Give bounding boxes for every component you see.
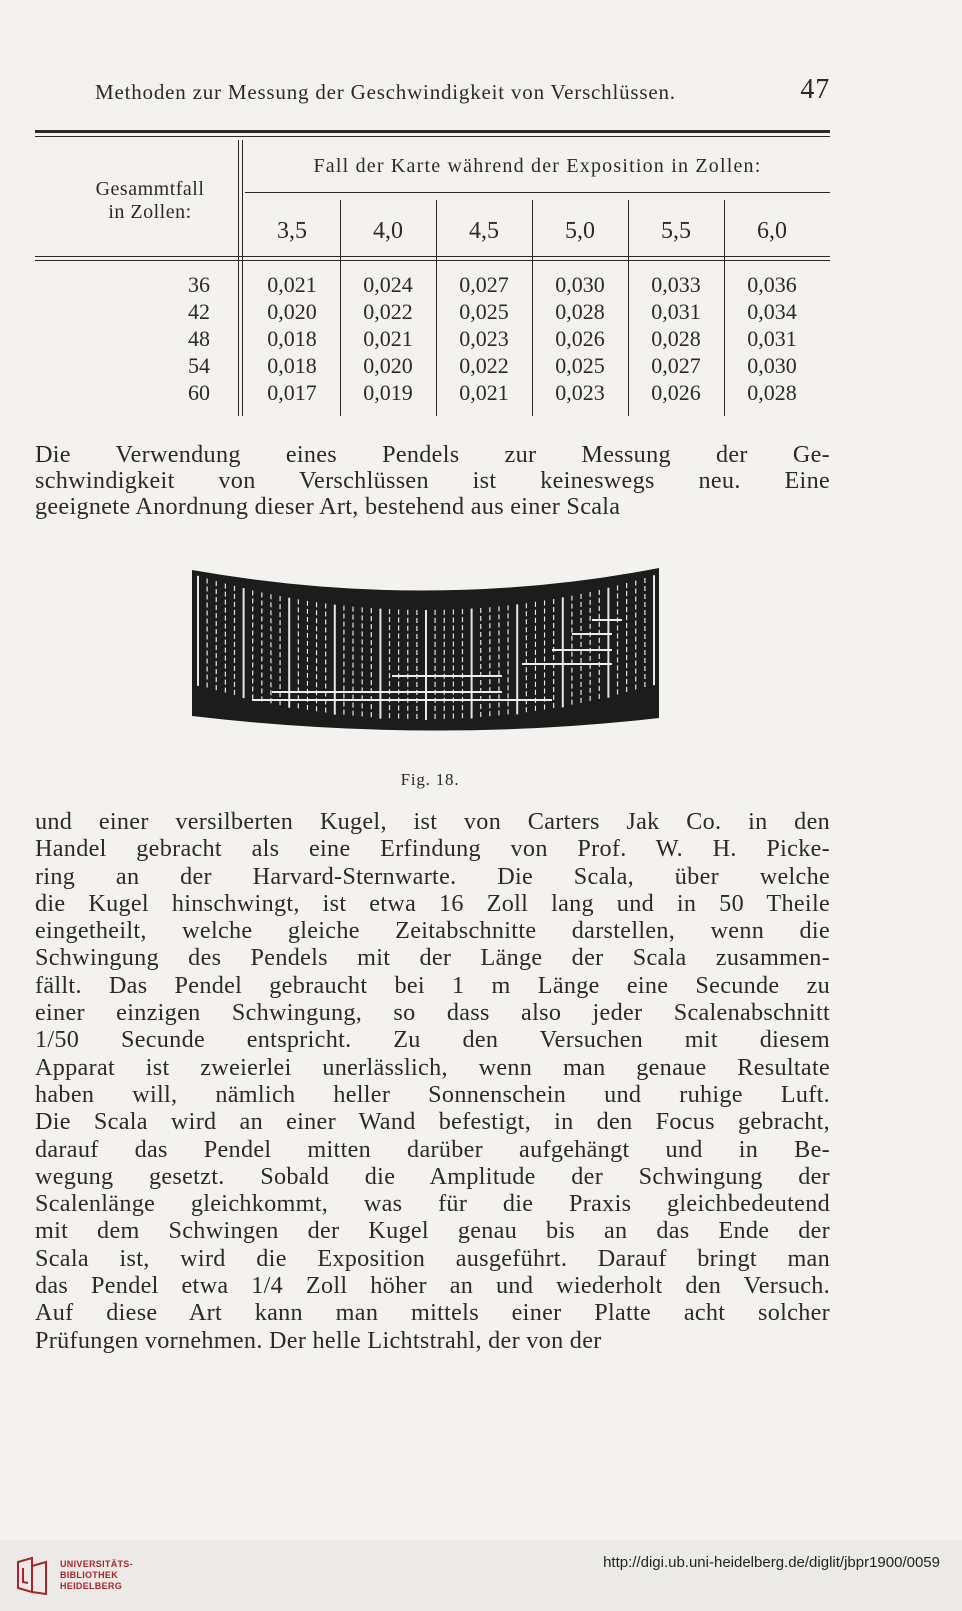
figure-caption: Fig. 18. xyxy=(400,770,460,789)
table-cell: 0,018 xyxy=(267,326,317,351)
table-cell: 0,025 xyxy=(459,299,509,324)
row-label: 48 xyxy=(188,326,210,351)
text-line: haben will, nämlich heller Sonnenschein und ruhige Luft. xyxy=(35,1080,830,1108)
text-line: ring an der Harvard-Sternwarte. Die Scala, über welche xyxy=(35,862,830,890)
table-cell: 0,022 xyxy=(459,353,509,378)
table-cell: 0,027 xyxy=(651,353,701,378)
table-cell: 0,026 xyxy=(651,380,701,405)
text-line: Die Verwendung eines Pendels zur Messung der Ge- xyxy=(35,441,830,468)
table-header-rule xyxy=(35,256,830,257)
running-header xyxy=(95,72,830,112)
text-line: die Kugel hinschwingt, ist etwa 16 Zoll lang und in 50 Theile xyxy=(35,889,830,917)
table-cell: 0,021 xyxy=(267,272,317,297)
column-header: 5,0 xyxy=(565,218,595,244)
table-cell: 0,026 xyxy=(555,326,605,351)
table-cell: 0,020 xyxy=(267,299,317,324)
column-header: 3,5 xyxy=(277,218,307,244)
row-label: 60 xyxy=(188,380,210,405)
table-cell: 0,023 xyxy=(555,380,605,405)
text-line: Auf diese Art kann man mittels einer Platte acht solcher xyxy=(35,1299,830,1327)
text-line: Scala ist, wird die Exposition ausgeführt. Darauf bringt man xyxy=(35,1244,830,1272)
table-cell: 0,028 xyxy=(555,299,605,324)
table-cell: 0,031 xyxy=(747,326,797,351)
text-line: schwindigkeit von Verschlüssen ist keineswegs neu. Eine xyxy=(35,467,830,494)
table-top-rule xyxy=(35,130,830,133)
table-cell: 0,025 xyxy=(555,353,605,378)
table-cell: 0,022 xyxy=(363,299,413,324)
table-cell: 0,019 xyxy=(363,380,413,405)
library-name xyxy=(60,1559,133,1592)
table-cell: 0,034 xyxy=(747,299,797,324)
page-number: 47 xyxy=(800,74,830,105)
text-line: wegung gesetzt. Sobald die Amplitude der Schwingung der xyxy=(35,1162,830,1190)
table-top-rule-thin xyxy=(35,136,830,137)
figure-scale-image xyxy=(192,568,670,754)
group-header: Fall der Karte während der Exposition in Zollen: xyxy=(313,155,762,177)
table-cell: 0,023 xyxy=(459,326,509,351)
text-line: darauf das Pendel mitten darüber aufgehängt und in Be- xyxy=(35,1135,830,1163)
table-cell: 0,030 xyxy=(747,353,797,378)
row-header-line2: in Zollen: xyxy=(108,201,192,223)
text-line: Apparat ist zweierlei unerlässlich, wenn man genaue Resultate xyxy=(35,1053,830,1081)
scale-photo-graphic xyxy=(192,568,670,754)
library-logo-icon xyxy=(14,1556,50,1596)
table-vline-2 xyxy=(242,140,243,416)
paragraph-2 xyxy=(35,808,830,1354)
text-line: 1/50 Secunde entspricht. Zu den Versuchen mit diesem xyxy=(35,1026,830,1054)
text-line: einer einzigen Schwingung, so dass also jeder Scalenabschnitt xyxy=(35,999,830,1027)
table-cell: 0,017 xyxy=(267,380,317,405)
table-cell: 0,028 xyxy=(747,380,797,405)
text-line: mit dem Schwingen der Kugel genau bis an das Ende der xyxy=(35,1217,830,1245)
digitization-footer xyxy=(0,1540,962,1611)
text-line: geeignete Anordnung dieser Art, bestehend aus einer Scala xyxy=(35,493,621,520)
column-header: 5,5 xyxy=(661,218,691,244)
table-cell: 0,024 xyxy=(363,272,413,297)
table-cell: 0,020 xyxy=(363,353,413,378)
column-header: 4,0 xyxy=(373,218,403,244)
table-cell: 0,030 xyxy=(555,272,605,297)
text-line: fällt. Das Pendel gebraucht bei 1 m Länge eine Secunde zu xyxy=(35,971,830,999)
source-url-link[interactable]: http://digi.ub.uni-heidelberg.de/diglit/jbpr1900/0059 xyxy=(603,1554,940,1571)
paragraph-1 xyxy=(35,442,830,520)
table-cell: 0,021 xyxy=(459,380,509,405)
table-cell: 0,028 xyxy=(651,326,701,351)
text-line: Handel gebracht als eine Erfindung von Prof. W. H. Picke- xyxy=(35,835,830,863)
text-line: Prüfungen vornehmen. Der helle Lichtstrahl, der von der xyxy=(35,1326,602,1354)
table-cell: 0,036 xyxy=(747,272,797,297)
group-header-rule xyxy=(245,192,830,193)
text-line: Scalenlänge gleichkommt, was für die Praxis gleichbedeutend xyxy=(35,1190,830,1218)
row-label: 42 xyxy=(188,299,210,324)
row-header-line1: Gesammtfall xyxy=(95,178,205,200)
text-line: das Pendel etwa 1/4 Zoll höher an und wiederholt den Versuch. xyxy=(35,1272,830,1300)
table-cell: 0,018 xyxy=(267,353,317,378)
text-line: und einer versilberten Kugel, ist von Carters Jak Co. in den xyxy=(35,808,830,835)
text-line: eingetheilt, welche gleiche Zeitabschnitte darstellen, wenn die xyxy=(35,917,830,945)
table-cell: 0,027 xyxy=(459,272,509,297)
table-header-rule-2 xyxy=(35,260,830,261)
row-label: 54 xyxy=(188,353,210,378)
row-label: 36 xyxy=(188,272,210,297)
library-line1: UNIVERSITÄTS- xyxy=(60,1559,133,1569)
column-header: 4,5 xyxy=(469,218,499,244)
column-header: 6,0 xyxy=(757,218,787,244)
row-header-label xyxy=(60,178,240,224)
running-title: Methoden zur Messung der Geschwindigkeit von Verschlüssen. xyxy=(95,80,676,104)
text-line: Die Scala wird an einer Wand befestigt, in den Focus gebracht, xyxy=(35,1108,830,1136)
library-line2: BIBLIOTHEK xyxy=(60,1570,118,1580)
table-cell: 0,033 xyxy=(651,272,701,297)
text-line: Schwingung des Pendels mit der Länge der Scala zusammen- xyxy=(35,944,830,972)
table-cell: 0,021 xyxy=(363,326,413,351)
table-cell: 0,031 xyxy=(651,299,701,324)
library-line3: HEIDELBERG xyxy=(60,1581,123,1591)
